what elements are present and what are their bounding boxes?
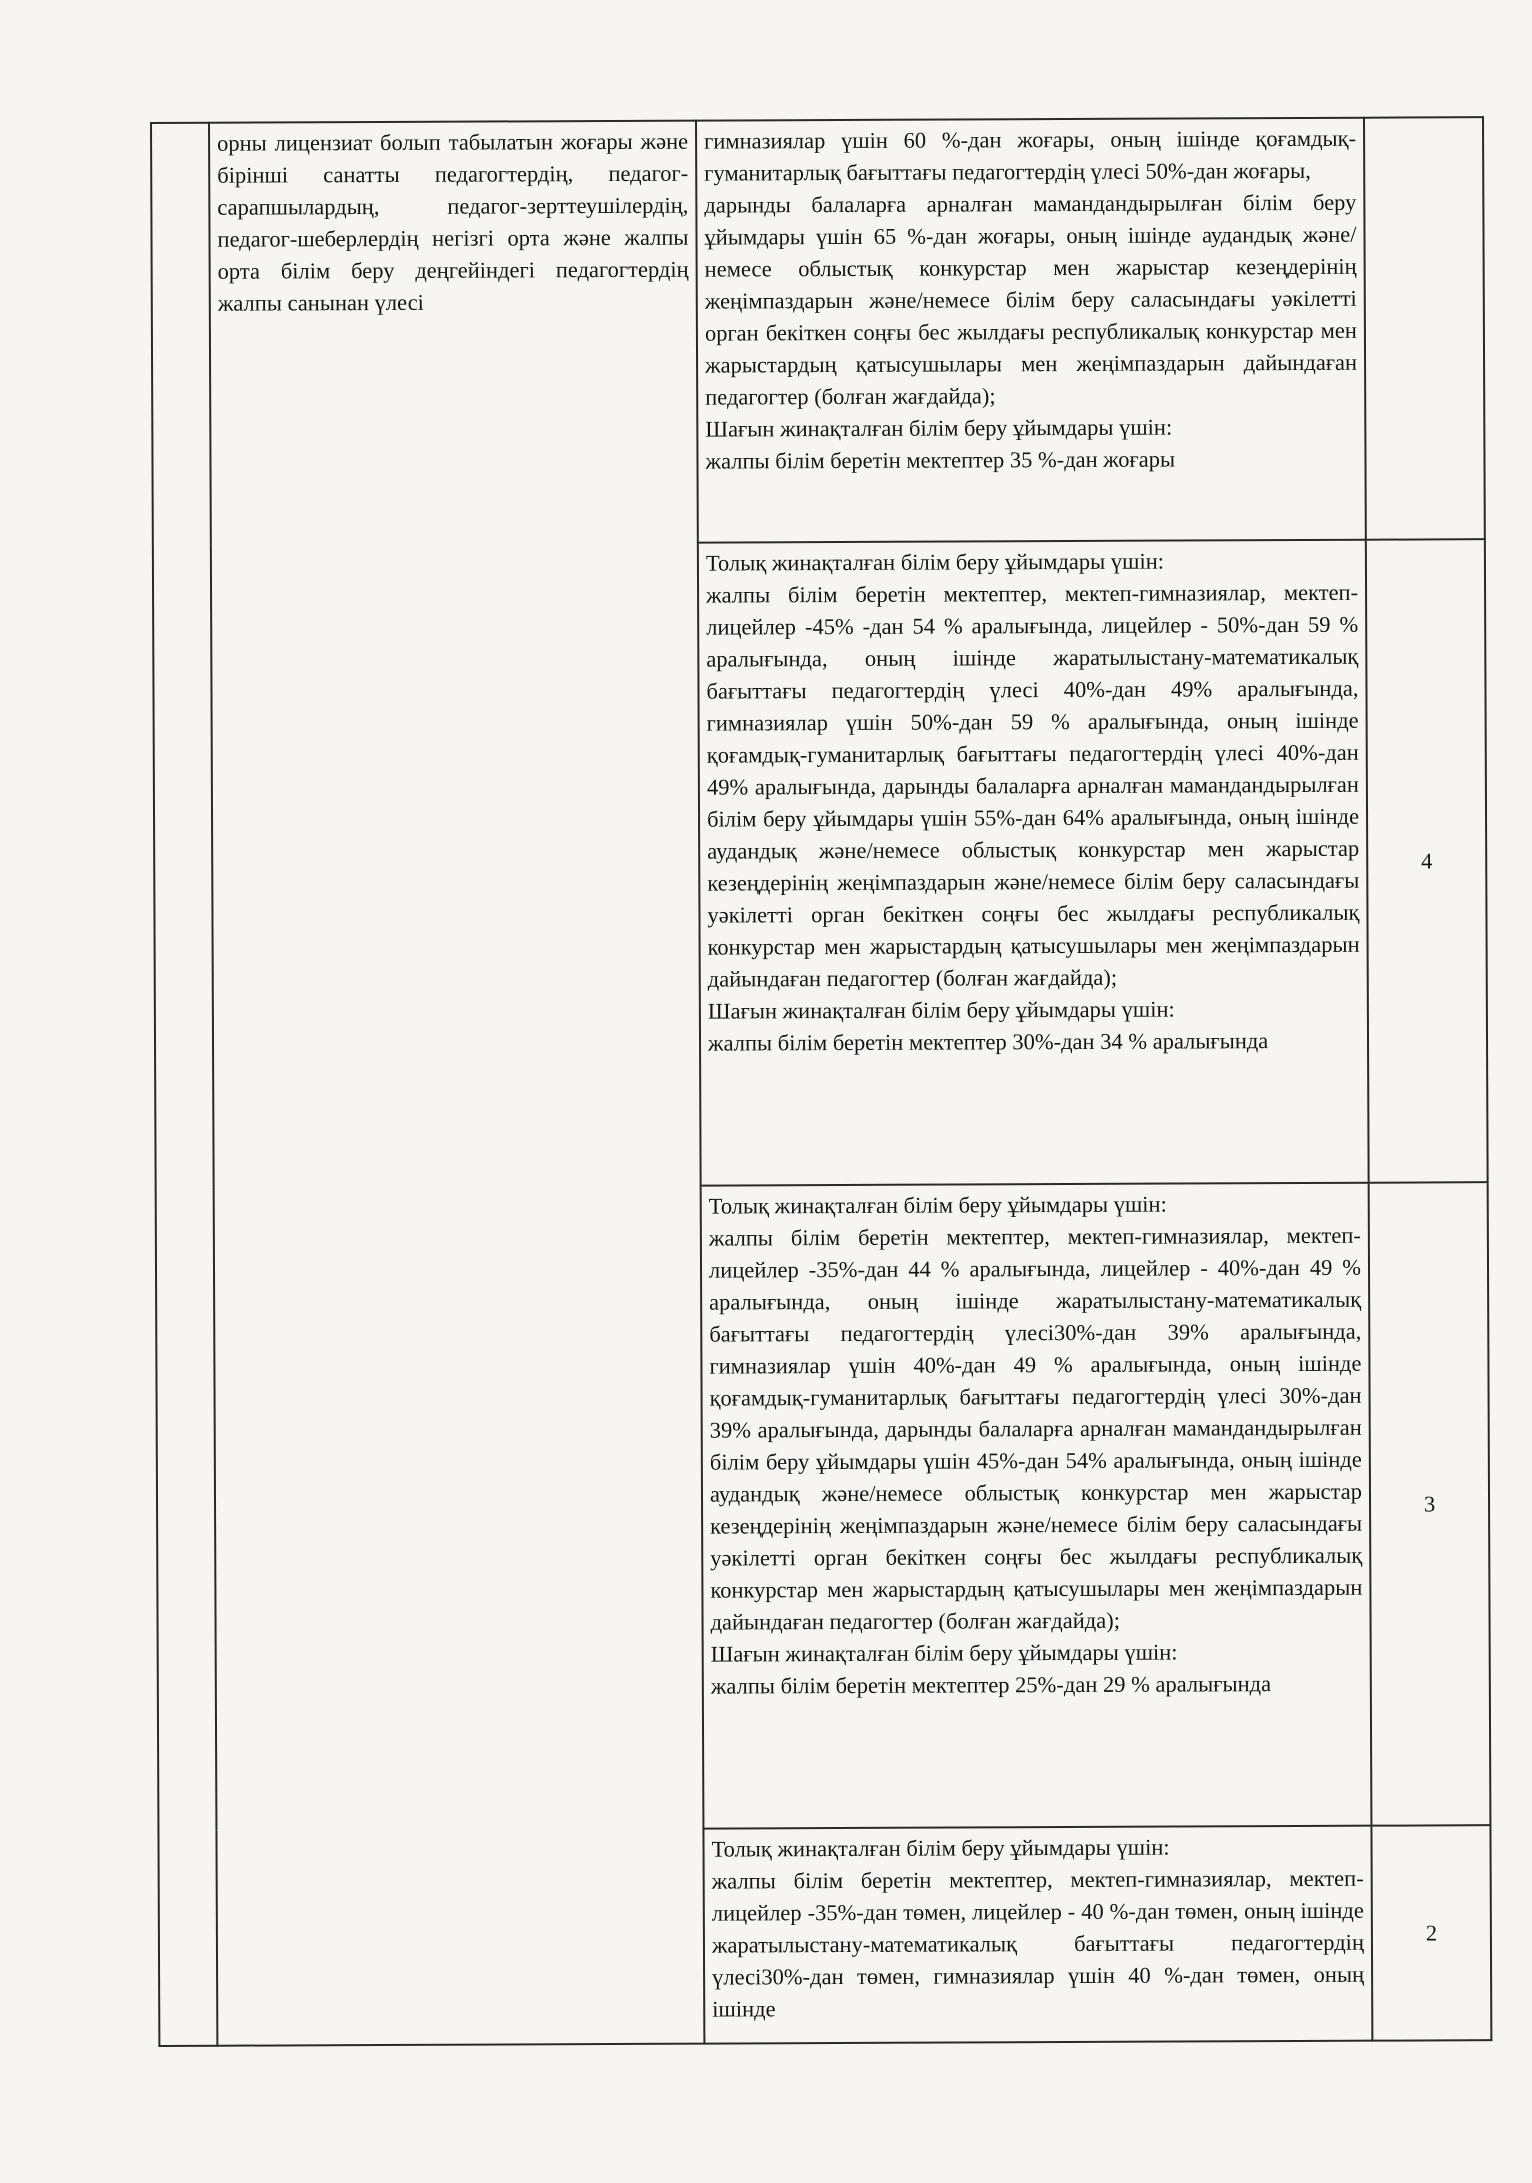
score-value: 4 <box>1421 847 1433 873</box>
number-cell <box>151 123 217 2046</box>
requirement-paragraph: жалпы білім беретін мектептер, мектеп-гимназиялар, мектеп-лицейлер -35%-дан төмен, лицейлер - 40 %-дан төмен, оның ішінде жаратылыстану-математикалық бағыттағы педагогтердің үлесі30%-дан төмен, гимназиялар үшін 40 %-дан төмен, оның ішінде <box>711 1865 1365 2022</box>
requirement-paragraph: жалпы білім беретін мектептер 25%-дан 29 % аралығында <box>710 1671 1272 1699</box>
score-cell <box>1364 117 1485 540</box>
criteria-table <box>150 116 1492 2047</box>
requirement-paragraph: Толық жинақталған білім беру ұйымдары үшін: <box>705 548 1165 576</box>
requirement-paragraph: Толық жинақталған білім беру ұйымдары үшін: <box>711 1834 1170 1862</box>
requirement-paragraph: Шағын жинақталған білім беру ұйымдары үшін: <box>705 414 1173 442</box>
requirement-paragraph: Толық жинақталған білім беру ұйымдары үшін: <box>708 1191 1167 1219</box>
requirement-paragraph: дарынды балаларға арналған мамандандырылған білім беру ұйымдары үшін 65 %-дан жоғары, оның ішінде аудандық және/немесе облыстық конкурстар мен жарыстар кезеңдерінің жеңімпаздарын және/немесе білім беру саласындағы уәкілетті орган бекіткен соңғы бес жылдағы республикалық конкурстар мен жарыстардың қатысушылары мен жеңімпаздарын дайындаған педагогтер (болған жағдайда); <box>704 189 1358 410</box>
requirement-cell <box>701 1183 1372 1829</box>
requirement-cell <box>698 540 1369 1186</box>
requirement-cell <box>696 118 1366 543</box>
score-cell <box>1366 539 1488 1183</box>
requirement-paragraph: Шағын жинақталған білім беру ұйымдары үшін: <box>710 1639 1178 1667</box>
requirement-paragraph: жалпы білім беретін мектептер 35 %-дан жоғары <box>705 446 1176 474</box>
score-value: 2 <box>1425 1919 1438 1945</box>
criterion-cell <box>209 121 704 2046</box>
score-cell <box>1371 1825 1491 2041</box>
table-row <box>151 117 1485 545</box>
requirement-paragraph: гимназиялар үшін 60 %-дан жоғары, оның ішінде қоғамдық-гуманитарлық бағыттағы педагогтердің үлесі 50%-дан жоғары, <box>704 125 1357 186</box>
requirement-paragraph: жалпы білім беретін мектептер, мектеп-гимназиялар, мектеп-лицейлер -45% -дан 54 % аралығында, лицейлер - 50%-дан 59 % аралығында, оның ішінде жаратылыстану-математикалық бағыттағы педагогтердің үлесі 40%-дан 49% аралығында, гимназиялар үшін 50%-дан 59 % аралығында, оның ішінде қоғамдық-гуманитарлық бағыттағы педагогтердің үлесі 40%-дан 49% аралығында, дарынды балаларға арналған мамандандырылған білім беру ұйымдары үшін 55%-дан 64% аралығында, оның ішінде аудандық және/немесе облыстық конкурстар мен жарыстар кезеңдерінің жеңімпаздарын және/немесе білім беру саласындағы уәкілетті орган бекіткен соңғы бес жылдағы республикалық конкурстар мен жарыстардың қатысушылары мен жеңімпаздарын дайындаған педагогтер (болған жағдайда); <box>706 579 1360 992</box>
requirement-paragraph: жалпы білім беретін мектептер, мектеп-гимназиялар, мектеп-лицейлер -35%-дан 44 % аралығында, лицейлер - 40%-дан 49 % аралығында, оның ішінде жаратылыстану-математикалық бағыттағы педагогтердің үлесі30%-дан 39% аралығында, гимназиялар үшін 40%-дан 49 % аралығында, оның ішінде қоғамдық-гуманитарлық бағыттағы педагогтердің үлесі 30%-дан 39% аралығында, дарынды балаларға арналған мамандандырылған білім беру ұйымдары үшін 45%-дан 54% аралығында, оның ішінде аудандық және/немесе облыстық конкурстар мен жарыстар кезеңдерінің жеңімпаздарын және/немесе білім беру саласындағы уәкілетті орган бекіткен соңғы бес жылдағы республикалық конкурстар мен жарыстардың қатысушылары мен жеңімпаздарын дайындаған педагогтер (болған жағдайда); <box>708 1222 1363 1635</box>
score-cell <box>1369 1182 1491 1826</box>
requirement-paragraph: Шағын жинақталған білім беру ұйымдары үшін: <box>707 996 1175 1024</box>
score-value <box>1366 328 1483 329</box>
score-value: 3 <box>1423 1490 1436 1516</box>
criterion-text: орны лицензиат болып табылатын жоғары және бірінші санатты педагогтердің, педагог-сарапшылардың, педагог-зерттеушілердің, педагог-шеберлердің негізгі орта және жалпы орта білім беру деңгейіндегі педагогтердің жалпы санынан үлесі <box>217 128 689 316</box>
requirement-cell <box>703 1826 1372 2044</box>
requirement-paragraph: жалпы білім беретін мектептер 30%-дан 34 % аралығында <box>707 1028 1269 1056</box>
